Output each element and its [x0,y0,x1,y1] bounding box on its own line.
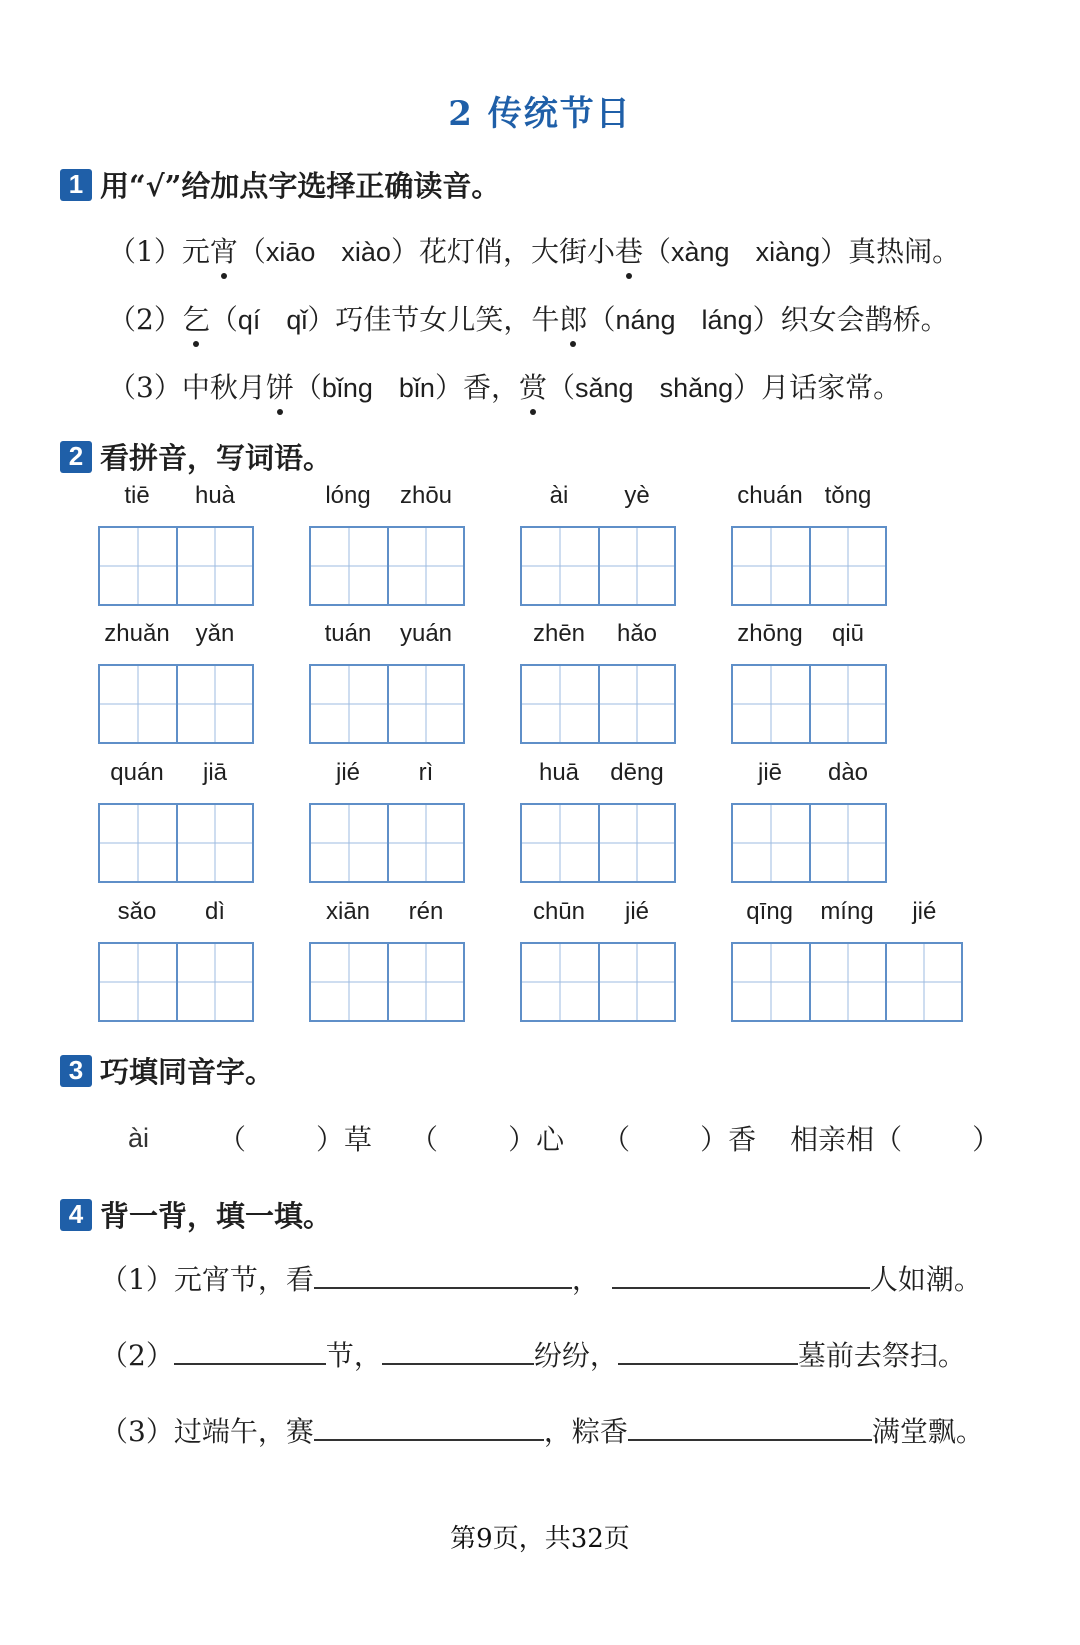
pinyin-syllable: dēng [610,759,664,786]
option-a[interactable]: náng [615,305,676,335]
option-b[interactable]: shǎng [659,373,734,403]
text: 织女会鹊桥。 [780,303,949,336]
pinyin-label [98,620,254,654]
item-label: （2） [100,1339,174,1372]
pinyin-label [309,759,465,793]
paren: ） [733,371,762,404]
fill-blank[interactable] [628,1413,872,1441]
writing-boxes [309,526,465,606]
pinyin-word [309,620,465,744]
writing-boxes [731,664,887,744]
q3-row [128,1118,1008,1158]
pinyin-syllable: zhōu [399,482,453,509]
option-a[interactable]: xàng [671,237,730,267]
tian-zi-ge-box[interactable] [176,944,252,1020]
pinyin-word [731,620,887,744]
pinyin-label [309,620,465,654]
tian-zi-ge-box[interactable] [100,805,176,881]
text: 花灯俏，大街小 [418,235,615,268]
q2-instruction: 看拼音，写词语。 [100,441,333,475]
text: 中秋月 [181,371,266,404]
q3-char-1: 草 [344,1123,373,1156]
writing-boxes [98,526,254,606]
pinyin-syllable: rén [408,898,444,925]
q3-char-3: 香 [728,1123,757,1156]
tian-zi-ge-box[interactable] [100,944,176,1020]
text: ，粽香 [543,1415,628,1448]
text: 过端午，赛 [173,1415,314,1448]
pinyin-syllable: míng [820,898,874,925]
text: 元宵节，看 [173,1263,314,1296]
option-a[interactable]: xiāo [265,237,316,267]
text: 元 [181,235,210,268]
pinyin-syllable: jié [912,898,937,925]
pinyin-word [520,759,676,883]
text: 人如潮。 [869,1263,982,1296]
paren: （ [237,235,266,268]
paren: ） [390,235,419,268]
pinyin-syllable: jiē [757,759,782,786]
text: ， [571,1263,600,1296]
q3-phrase: 相亲相 [790,1123,875,1156]
pinyin-word [98,620,254,744]
pinyin-word [520,898,676,1022]
pinyin-word [731,898,963,1022]
tian-zi-ge-box[interactable] [598,944,674,1020]
pinyin-word [731,759,887,883]
writing-boxes [731,803,887,883]
writing-boxes [520,803,676,883]
pinyin-syllable: tuán [324,620,372,647]
pinyin-syllable: zhuǎn [104,620,170,647]
q1-item-3 [108,366,901,406]
text: 墓前去祭扫。 [797,1339,966,1372]
writing-boxes [98,664,254,744]
q3-pinyin: ài [128,1122,150,1153]
tian-zi-ge-box[interactable] [733,805,809,881]
dotted-char: 巷 [615,230,643,270]
pinyin-word [520,482,676,606]
dotted-char: 赏 [519,366,547,406]
tian-zi-ge-box[interactable] [311,944,387,1020]
pinyin-syllable: huā [538,759,580,786]
q4-line-1 [100,1258,982,1298]
pinyin-word [731,482,887,606]
option-b[interactable]: bǐn [398,373,435,403]
tian-zi-ge-box[interactable] [733,528,809,604]
pinyin-word [309,759,465,883]
tian-zi-ge-box[interactable] [387,944,463,1020]
pinyin-word [98,898,254,1022]
dotted-char: 饼 [266,366,294,406]
tian-zi-ge-box[interactable] [100,666,176,742]
dotted-char: 宵 [210,230,238,270]
writing-boxes [98,942,254,1022]
writing-boxes [309,803,465,883]
paren: ） [820,235,849,268]
q4-line-3 [100,1410,984,1450]
pinyin-syllable: qiū [831,620,865,647]
text: 月话家常。 [761,371,902,404]
tian-zi-ge-box[interactable] [809,528,885,604]
text: 巧佳节女儿笑，牛 [335,303,560,336]
option-a[interactable]: sǎng [575,373,634,403]
pinyin-label [731,898,963,932]
tian-zi-ge-box[interactable] [733,666,809,742]
q3-number-badge: 3 [60,1055,92,1087]
pinyin-syllable: xiān [325,898,371,925]
text: 香， [462,371,519,404]
q4-instruction: 背一背，填一填。 [100,1199,333,1233]
paren-close: ） [972,1123,1001,1156]
tian-zi-ge-box[interactable] [809,805,885,881]
option-b[interactable]: qǐ [286,305,308,335]
tian-zi-ge-box[interactable] [522,944,598,1020]
pinyin-label [98,759,254,793]
paren-open: （ [410,1123,439,1156]
text: 真热闹。 [848,235,961,268]
paren: （ [642,235,671,268]
paren-open: （ [602,1123,631,1156]
tian-zi-ge-box[interactable] [885,944,961,1020]
page-footer: 第9页，共32页 [450,1524,630,1554]
pinyin-syllable: jié [624,898,649,925]
pinyin-label [309,482,465,516]
tian-zi-ge-box[interactable] [100,528,176,604]
q1-instruction: 用“√”给加点字选择正确读音。 [100,169,501,203]
tian-zi-ge-box[interactable] [311,666,387,742]
pinyin-syllable: sǎo [117,898,157,925]
q4-line-2 [100,1334,966,1374]
paren: ） [307,303,336,336]
pinyin-syllable: rì [418,759,434,786]
paren: （ [587,303,616,336]
pinyin-syllable: qīng [746,898,794,925]
paren: ） [752,303,781,336]
dotted-char: 乞 [182,298,210,338]
writing-boxes [731,942,963,1022]
writing-boxes [309,942,465,1022]
q4-number-badge: 4 [60,1199,92,1231]
pinyin-syllable: zhōng [737,620,803,647]
text: 满堂飘。 [871,1415,984,1448]
fill-blank[interactable] [382,1337,534,1365]
dotted-char: 郎 [559,298,587,338]
paren: （ [209,303,238,336]
q3-instruction: 巧填同音字。 [100,1055,275,1089]
q1-number-badge: 1 [60,169,92,201]
tian-zi-ge-box[interactable] [387,666,463,742]
fill-blank[interactable] [174,1337,326,1365]
q1-header [60,164,500,205]
pinyin-label [98,482,254,516]
writing-boxes [309,664,465,744]
tian-zi-ge-box[interactable] [598,528,674,604]
tian-zi-ge-box[interactable] [809,944,885,1020]
option-b[interactable]: xiào [341,237,391,267]
pinyin-syllable: hǎo [616,620,658,647]
writing-boxes [520,942,676,1022]
pinyin-syllable: tiē [124,482,150,509]
tian-zi-ge-box[interactable] [522,666,598,742]
tian-zi-ge-box[interactable] [598,666,674,742]
option-a[interactable]: qí [237,305,261,335]
option-a[interactable]: bǐng [321,373,373,403]
page-title: 2 传统节日 [448,94,632,134]
pinyin-syllable: lóng [325,482,371,509]
paren: （ [293,371,322,404]
writing-boxes [98,803,254,883]
pinyin-syllable: yǎn [195,620,235,647]
pinyin-label [731,759,887,793]
writing-boxes [520,664,676,744]
pinyin-syllable: jié [335,759,360,786]
text: 纷纷， [533,1339,618,1372]
q2-number-badge: 2 [60,441,92,473]
pinyin-label [98,898,254,932]
item-label: （1） [100,1263,174,1296]
pinyin-word [309,482,465,606]
paren-close: ） [316,1123,345,1156]
paren-open: （ [874,1123,903,1156]
pinyin-syllable: chuán [737,482,803,509]
pinyin-word [309,898,465,1022]
pinyin-syllable: zhēn [532,620,586,647]
pinyin-syllable: huà [194,482,236,509]
tian-zi-ge-box[interactable] [176,528,252,604]
tian-zi-ge-box[interactable] [387,805,463,881]
pinyin-label [731,620,887,654]
pinyin-word [520,620,676,744]
paren-open: （ [218,1123,247,1156]
tian-zi-ge-box[interactable] [311,528,387,604]
item-label: （2） [108,303,182,336]
pinyin-syllable: dào [827,759,869,786]
writing-boxes [520,526,676,606]
pinyin-word [98,482,254,606]
paren-close: ） [508,1123,537,1156]
item-label: （3） [100,1415,174,1448]
pinyin-label [520,482,676,516]
fill-blank[interactable] [612,1261,870,1289]
pinyin-syllable: yuán [399,620,453,647]
fill-blank[interactable] [314,1261,572,1289]
item-label: （3） [108,371,182,404]
pinyin-syllable: tǒng [824,482,872,509]
pinyin-syllable: chūn [532,898,586,925]
q1-item-1 [108,230,960,270]
pinyin-syllable: yè [624,482,650,509]
pinyin-syllable: jiā [202,759,227,786]
item-label: （1） [108,235,182,268]
paren: ） [434,371,463,404]
pinyin-syllable: ài [549,482,569,509]
pinyin-label [309,898,465,932]
tian-zi-ge-box[interactable] [522,805,598,881]
q3-char-2: 心 [536,1123,565,1156]
tian-zi-ge-box[interactable] [733,944,809,1020]
pinyin-label [520,898,676,932]
q3-header [60,1050,274,1091]
q4-header [60,1194,332,1235]
tian-zi-ge-box[interactable] [311,805,387,881]
q1-item-2 [108,298,949,338]
q2-header [60,436,332,477]
pinyin-label [731,482,887,516]
pinyin-syllable: quán [110,759,164,786]
tian-zi-ge-box[interactable] [809,666,885,742]
fill-blank[interactable] [314,1413,544,1441]
tian-zi-ge-box[interactable] [176,805,252,881]
pinyin-word [98,759,254,883]
tian-zi-ge-box[interactable] [387,528,463,604]
tian-zi-ge-box[interactable] [522,528,598,604]
paren-close: ） [700,1123,729,1156]
pinyin-label [520,759,676,793]
text: 节， [325,1339,382,1372]
tian-zi-ge-box[interactable] [176,666,252,742]
tian-zi-ge-box[interactable] [598,805,674,881]
pinyin-label [520,620,676,654]
option-b[interactable]: xiàng [755,237,821,267]
pinyin-syllable: dì [204,898,225,925]
paren: （ [547,371,576,404]
writing-boxes [731,526,887,606]
option-b[interactable]: láng [701,305,753,335]
fill-blank[interactable] [618,1337,798,1365]
